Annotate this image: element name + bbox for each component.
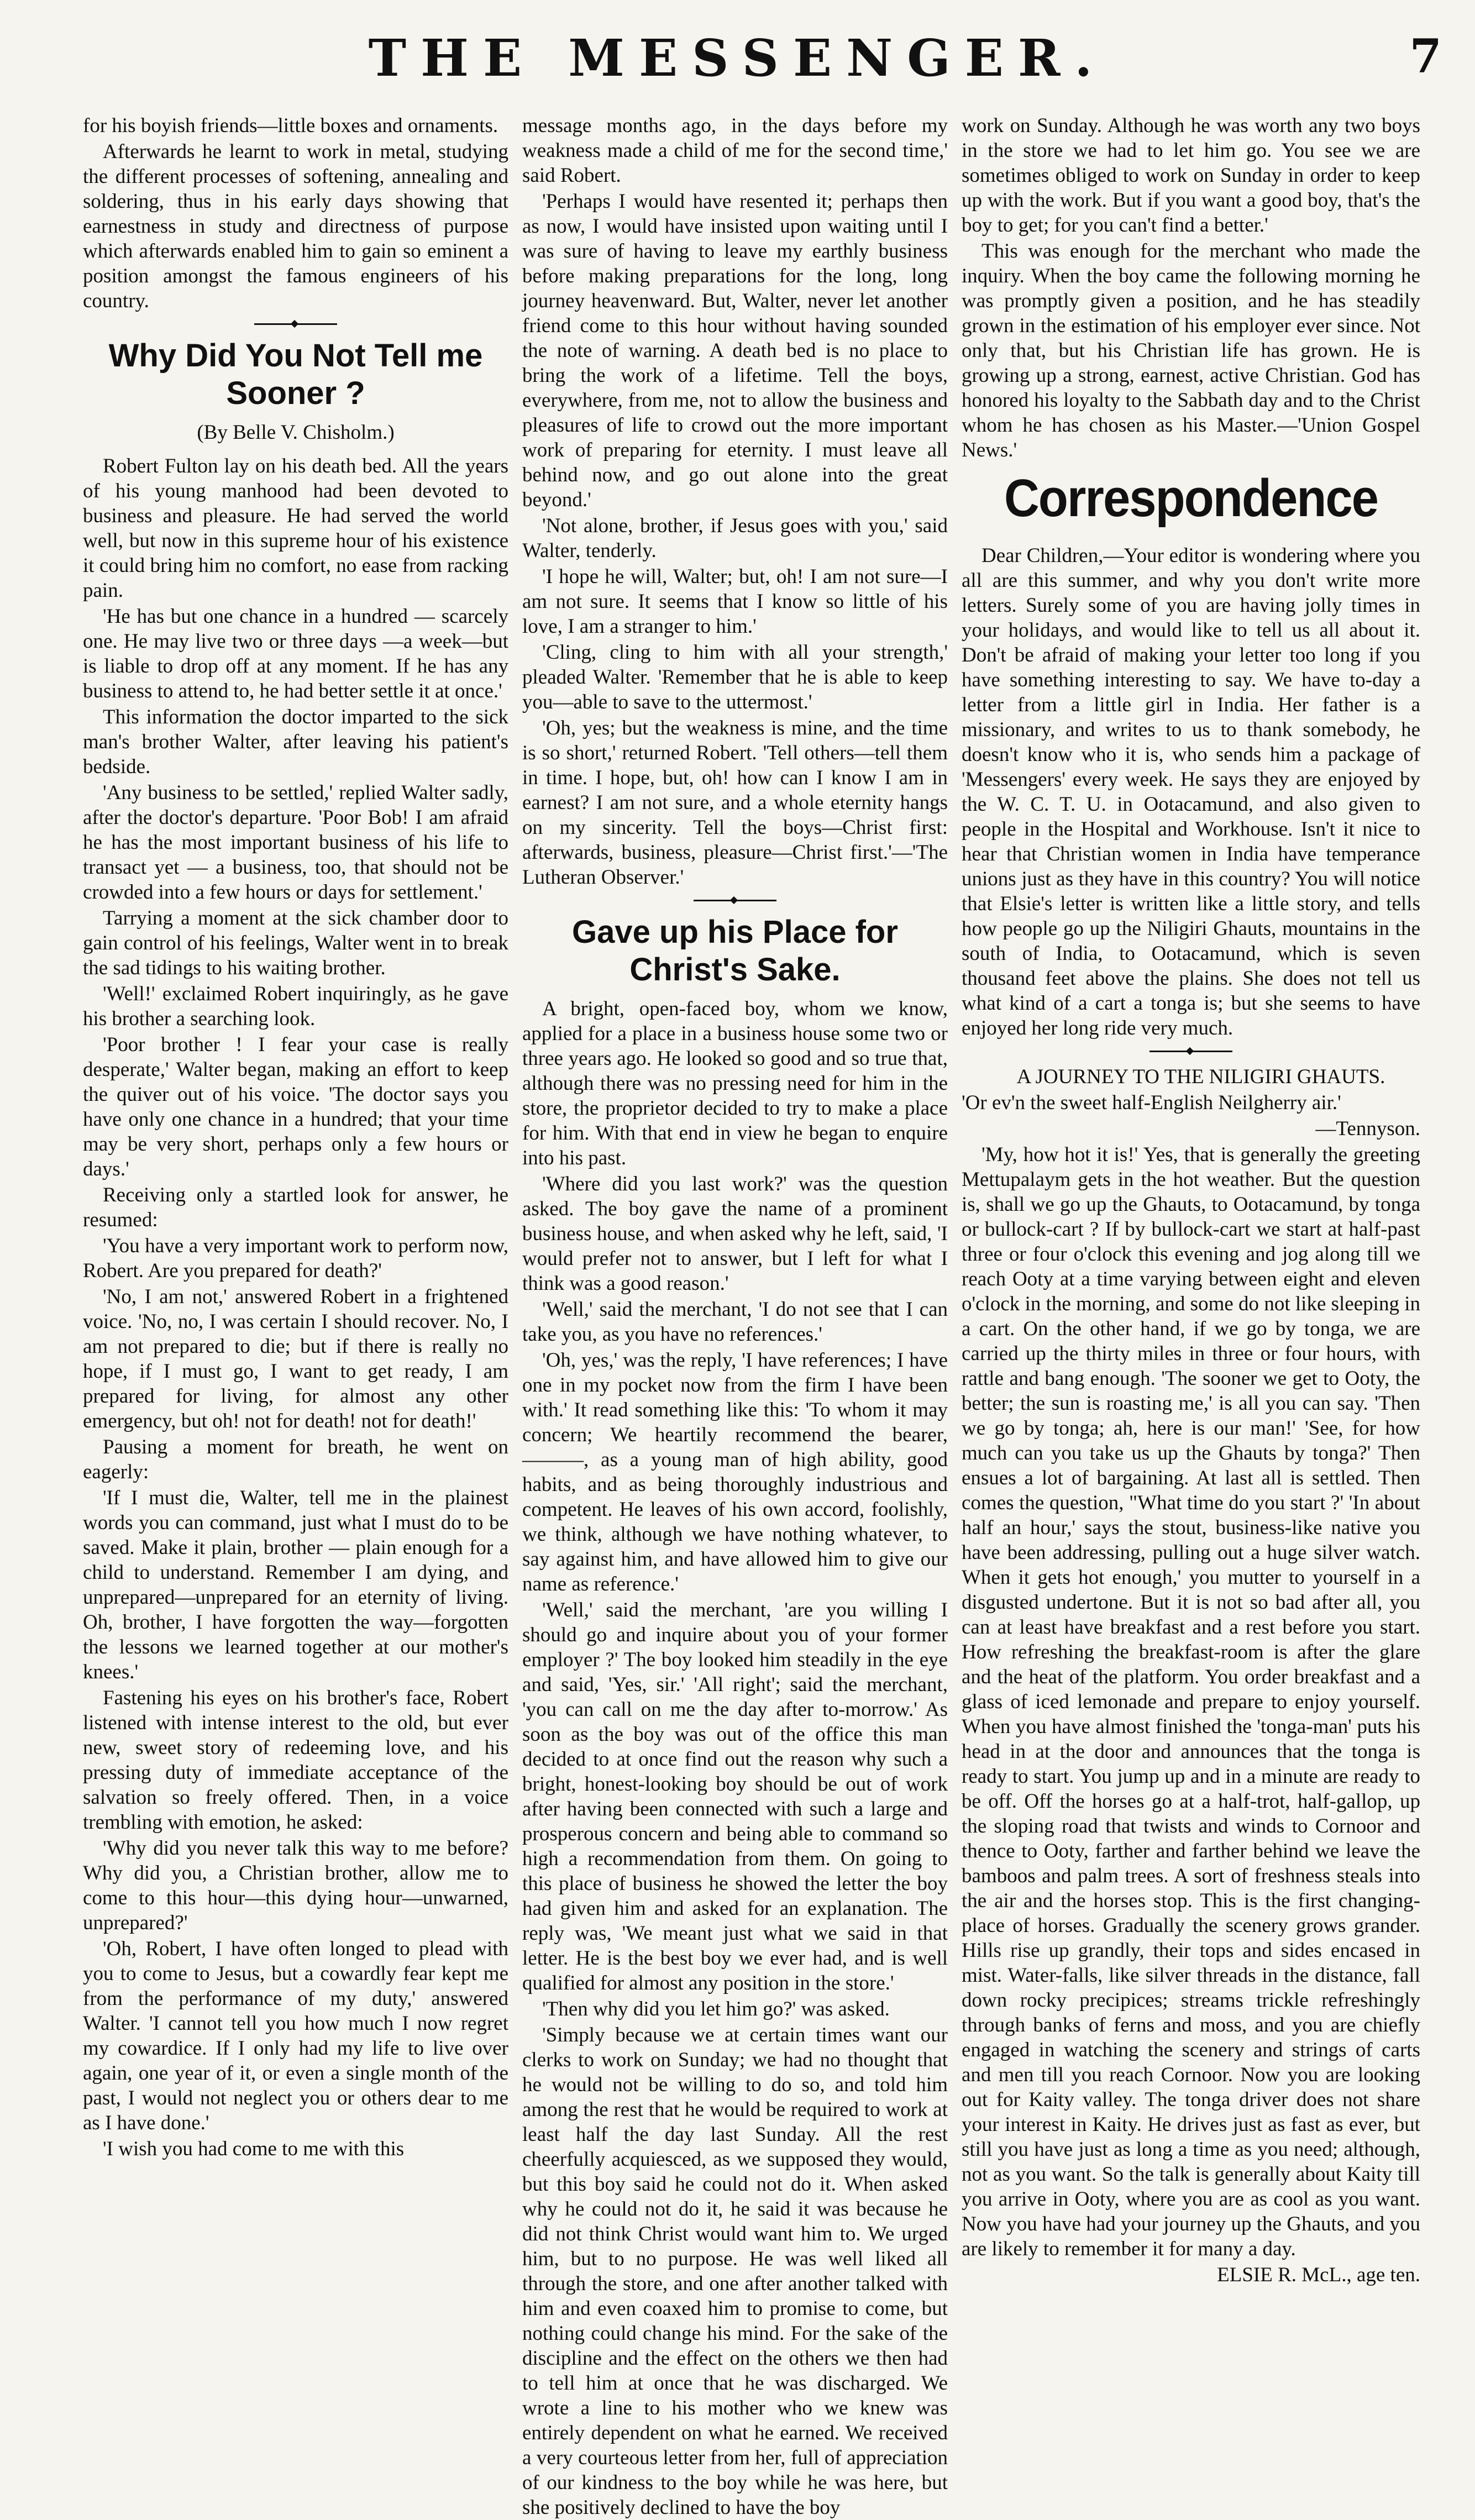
paragraph: 'Oh, Robert, I have often longed to plead with you to come to Jesus, but a cowardly fear kept me from the performance of my duty,' answered Walter. 'I cannot tell you how much I now regret my cowardice. If I only had my life to live over again, one year of it, or even a single month of the past, I would not neglect you or others dear to me as I have done.' bbox=[83, 1938, 508, 2134]
paragraph: 'My, how hot it is!' Yes, that is generally the greeting Mettupalaym gets in the hot weather. But the question is, shall we go up the Ghauts, to Ootacamund, by tonga or bullock-cart ? If by bullock-cart we start at half-past three or four o'clock this evening and jog along till we reach Ooty at a time varying between eight and eleven o'clock in the morning, and some do not like sleeping in a cart. On the other hand, if we go by tonga, we are carried up the thirty miles in three or four hours, with rattle and bang enough. 'The sooner we get to Ooty, the better; the sun is roasting me,' is all you can say. 'Then we go by tonga; ah, here is our man!' 'See, for how much can you take us up the Ghauts by tonga?' Then ensues a lot of bargaining. At last all is settled. Then comes the question, "What time do you start ?' 'In about half an hour,' says the stout, business-like native you have been addressing, pulling out a huge silver watch. When it gets hot enough,' you mutter to yourself in a disgusted undertone. But it is not so bad after all, you can at least have breakfast and a rest before you start. How refreshing the breakfast-room is after the glare and the heat of the platform. You order breakfast and a glass of iced lemonade and prepare to enjoy yourself. When you have almost finished the 'tonga-man' puts his head in at the door and announces that the tonga is ready to start. You jump up and in a minute are ready to be off. Off the horses go at a half-trot, half-gallop, up the sloping road that twists and winds to Cornoor and thence to Ooty, farther and farther behind we leave the bamboos and palm trees. A sort of freshness steals into the air and the horses stop. This is the first changing-place of horses. Gradually the scenery grows grander. Hills rise up grandly, their tops and sides encased in mist. Water-falls, like silver threads in the distance, fall down rocky precipices; streams trickle refreshingly through banks of ferns and moss, and you are chiefly engaged in watching the scenery and strings of carts and men till you reach Cornoor. Now you are looking out for Kaity valley. The tonga driver does not share your interest in Kaity. He drives just as fast as ever, but still you have just as long a time as you need; although, not as you want. So the talk is generally about Kaity till you arrive in Ooty, where you are as cool as you want. Now you have had your journey up the Ghauts, and you are likely to remember it for many a day. bbox=[962, 1143, 1420, 2260]
byline: (By Belle V. Chisholm.) bbox=[197, 421, 395, 444]
paragraph: Fastening his eyes on his brother's face, Robert listened with intense interest to the old, but ever new, sweet story of redeeming love, and his pressing duty of immediate acceptance of the salvation so freely offered. Then, in a voice trembling with emotion, he asked: bbox=[83, 1687, 508, 1834]
paragraph: 'I wish you had come to me with this bbox=[103, 2138, 405, 2160]
paragraph: 'Perhaps I would have resented it; perhaps then as now, I would have insisted upon waiting until I was sure of having to leave my earthly business before making preparations for the long, long journey heavenward. But, Walter, never let another friend come to this hour without having sounded the note of warning. A death bed is no place to bring the work of a lifetime. Tell the boys, everywhere, from me, not to allow the business and pleasures of life to crowd out the more important work of preparing for eternity. I must leave all behind now, and go out alone into the great beyond.' bbox=[522, 190, 948, 511]
paragraph: 'If I must die, Walter, tell me in the plainest words you can command, just what I must do to be saved. Make it plain, brother — plain enough for a child to understand. Remember I am dying, and unprepared—unprepared for an eternity of living. Oh, brother, I have forgotten the way—forgotten the lessons we learned together at our mother's knees.' bbox=[83, 1487, 508, 1683]
paragraph: 'Where did you last work?' was the question asked. The boy gave the name of a prominent business house, and when asked why he left, said, 'I would prefer not to answer, but I left for what I think was a good reason.' bbox=[522, 1173, 948, 1295]
paragraph: Receiving only a startled look for answer, he resumed: bbox=[83, 1184, 508, 1231]
paragraph: work on Sunday. Although he was worth any two boys in the store we had to let him go. You see we are sometimes obliged to work on Sunday in order to keep up with the work. But if you want a good boy, that's the boy to get; for you can't find a better.' bbox=[962, 114, 1420, 237]
letter-signature: ELSIE R. McL., age ten. bbox=[1217, 2264, 1420, 2286]
paragraph: 'I hope he will, Walter; but, oh! I am not sure—I am not sure. It seems that I know so little of his love, I am a stranger to him.' bbox=[522, 565, 948, 638]
section-heading: Correspondence bbox=[1004, 469, 1378, 528]
paragraph: 'Poor brother ! I fear your case is really desperate,' Walter began, making an effort to keep the quiver out of his voice. 'The doctor says you have only one chance in a hundred; that your time may be very short, perhaps only a few hours or days.' bbox=[83, 1033, 508, 1180]
column-3 bbox=[962, 113, 1420, 2291]
paragraph: 'Well!' exclaimed Robert inquiringly, as he gave his brother a searching look. bbox=[83, 983, 508, 1030]
paragraph: Afterwards he learnt to work in metal, studying the different processes of softening, annealing and soldering, thus in his early days showing that earnestness in study and directness of purpose which afterwards enabled him to gain so eminent a position amongst the famous engineers of his country. bbox=[83, 140, 508, 312]
paragraph: 'Oh, yes; but the weakness is mine, and the time is so short,' returned Robert. 'Tell others—tell them in time. I hope, but, oh! how can I know I am in earnest? I am not sure, and a whole eternity hangs on my sincerity. Tell the boys—Christ first: afterwards, business, pleasure—Christ first.'—'The Lutheran Observer.' bbox=[522, 717, 948, 889]
paragraph: This was enough for the merchant who made the inquiry. When the boy came the following morning he was promptly given a position, and he has steadily grown in the estimation of his employer ever since. Not only that, but his Christian life has grown. He is growing up a strong, earnest, active Christian. God has honored his loyalty to the Sabbath day and to the Christ whom he has chosen as his Master.—'Union Gospel News.' bbox=[962, 240, 1420, 461]
paragraph: 'He has but one chance in a hundred — scarcely one. He may live two or three days —a week—but is liable to drop off at any moment. If he has any business to attend to, he had better settle it at once.' bbox=[83, 605, 508, 702]
epigraph-attribution: —Tennyson. bbox=[1315, 1117, 1420, 1140]
article-title: Why Did You Not Tell me Sooner ? bbox=[108, 338, 483, 411]
page-number: 7 bbox=[1409, 29, 1442, 83]
paragraph: 'Well,' said the merchant, 'are you willing I should go and inquire about you of your former employer ?' The boy looked him steadily in the eye and said, 'Yes, sir.' 'All right'; said the merchant, 'you can call on me the day after to-morrow.' As soon as the boy was out of the office this man decided to at once find out the reason why such a bright, honest-looking boy should be out of work after having been connected with such a large and prosperous concern and being able to command so high a recommendation from them. On going to this place of business he showed the letter the boy had given him and asked for an explanation. The reply was, 'We meant just what we said in that letter. He is the best boy we ever had, and is well qualified for almost any position in the store.' bbox=[522, 1599, 948, 1994]
paragraph: message months ago, in the days before my weakness made a child of me for the second time,' said Robert. bbox=[522, 114, 948, 187]
paragraph: 'You have a very important work to perform now, Robert. Are you prepared for death?' bbox=[83, 1235, 508, 1282]
paragraph: 'Simply because we at certain times want our clerks to work on Sunday; we had no thought that he would not be willing to do so, and told him among the rest that he would be required to work at least half the day last Sunday. All the rest cheerfully acquiesced, as we supposed they would, but this boy said he could not do it. When asked why he could not do it, he said it was because he did not think Christ would want him to. We urged him, but to no purpose. He was well liked all through the store, and one after another talked with him and even coaxed him to promise to come, but nothing could change his mind. For the sake of the discipline and the effect on the others we then had to tell him at once that he was discharged. We wrote a line to his mother who we knew was entirely dependent on what he earned. We received a very courteous letter from her, full of appreciation of our kindness to the boy while he was here, but she positively declined to have the boy bbox=[522, 2024, 948, 2519]
paragraph: 'Oh, yes,' was the reply, 'I have references; I have one in my pocket now from the firm I have been with.' It read something like this: 'To whom it may concern; We heartily recommend the bearer, ———, as a young man of high ability, good habits, and as being thoroughly industrious and competent. He leaves of his own accord, foolishly, we think, although we have nothing whatever, to say against him, and have allowed him to give our name as reference.' bbox=[522, 1349, 948, 1595]
paragraph: for his boyish friends—little boxes and ornaments. bbox=[83, 114, 498, 137]
paragraph: A bright, open-faced boy, whom we know, applied for a place in a business house some two or three years ago. He looked so good and so true that, although there was no pressing need for him in the store, the proprietor decided to try to make a place for him. With that end in view he began to enquire into his past. bbox=[522, 998, 948, 1169]
article-title: Gave up his Place for Christ's Sake. bbox=[572, 914, 898, 988]
paragraph: 'Cling, cling to him with all your strength,' pleaded Walter. 'Remember that he is able to keep you—able to save to the uttermost.' bbox=[522, 641, 948, 713]
paragraph: 'Well,' said the merchant, 'I do not see that I can take you, as you have no references.' bbox=[522, 1298, 948, 1346]
paragraph: Dear Children,—Your editor is wondering where you all are this summer, and why you don't write more letters. Surely some of you are having jolly times in your holidays, and would like to tell us all about it. Don't be afraid of making your letter too long if you have something interesting to say. We have to-day a letter from a little girl in India. Her father is a missionary, and writes to us to thank somebody, he doesn't know who it is, who sends him a package of 'Messengers' every week. He says they are enjoyed by the W. C. T. U. in Ootacamund, and also given to people in the Hospital and Workhouse. Isn't it nice to hear that Christian women in India have temperance unions just as they have in this country? You will notice that Elsie's letter is written like a little story, and tells how people go up the Niligiri Ghauts, mountains in the south of India, to Ootacamund, which is seven thousand feet above the plains. She does not tell us what kind of a cart a tonga is; but she seems to have enjoyed her long ride very much. bbox=[962, 544, 1420, 1040]
column-1 bbox=[83, 113, 508, 2291]
epigraph: 'Or ev'n the sweet half-English Neilgherry air.' bbox=[962, 1091, 1341, 1114]
masthead-title: THE MESSENGER. bbox=[368, 28, 1107, 88]
paragraph: 'No, I am not,' answered Robert in a frightened voice. 'No, no, I was certain I should recover. No, I am not prepared to die; but if there is really no hope, if I must go, I want to get ready, I am prepared for living, for almost any other emergency, but oh! not for death! not for death!' bbox=[83, 1285, 508, 1432]
paragraph: Tarrying a moment at the sick chamber door to gain control of his feelings, Walter went in to break the sad tidings to his waiting brother. bbox=[83, 907, 508, 979]
paragraph: 'Then why did you let him go?' was asked. bbox=[542, 1998, 890, 2020]
paragraph: Pausing a moment for breath, he went on eagerly: bbox=[83, 1436, 508, 1483]
column-2 bbox=[522, 113, 948, 2519]
paragraph: Robert Fulton lay on his death bed. All the years of his young manhood had been devoted to business and pleasure. He had served the world well, but now in this supreme hour of his existence it could bring him no comfort, no ease from racking pain. bbox=[83, 455, 508, 602]
paragraph: 'Not alone, brother, if Jesus goes with you,' said Walter, tenderly. bbox=[522, 514, 948, 562]
section-divider bbox=[694, 900, 776, 901]
paragraph: 'Why did you never talk this way to me before? Why did you, a Christian brother, allow me to come to this hour—this dying hour—unwarned, unprepared?' bbox=[83, 1837, 508, 1934]
paragraph: This information the doctor imparted to the sick man's brother Walter, after leaving his patient's bedside. bbox=[83, 706, 508, 778]
paragraph: 'Any business to be settled,' replied Walter sadly, after the doctor's departure. 'Poor Bob! I am afraid he has the most important business of his life to transact yet — a business, too, that should not be crowded into a few hours or days for settlement.' bbox=[83, 781, 508, 904]
section-divider bbox=[254, 323, 337, 325]
letter-title: A JOURNEY TO THE NILIGIRI GHAUTS. bbox=[1016, 1065, 1385, 1088]
section-divider bbox=[1149, 1051, 1232, 1052]
